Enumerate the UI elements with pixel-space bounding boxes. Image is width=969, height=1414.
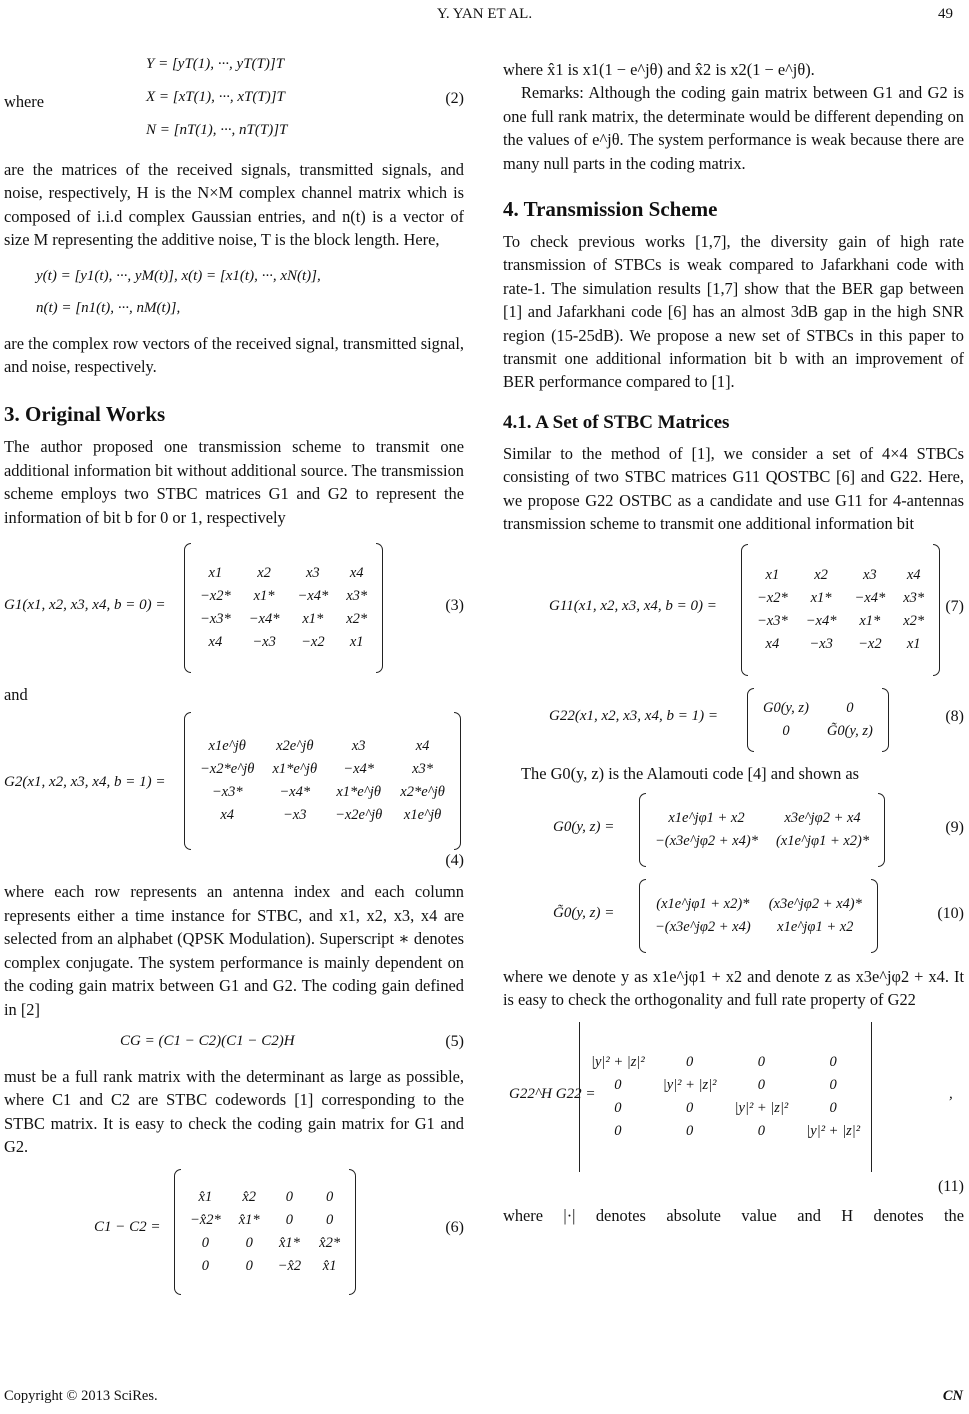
eq6-matrix-row <box>181 1186 349 1209</box>
eq6-matrix-cell: 0 <box>245 1234 253 1251</box>
vector-definitions <box>36 260 464 324</box>
right-para-6: where we denote y as x1e^jφ1 + x2 and denote z as x3e^jφ2 + x4. It is easy to check the orthogonality and full rate property of G22 <box>503 966 964 1010</box>
eq3-matrix-row <box>191 585 376 608</box>
eq4-number: (4) <box>445 852 464 870</box>
eq11-matrix-row <box>582 1097 869 1120</box>
running-title: Y. YAN ET AL. <box>436 6 533 22</box>
right-para-7: where |·| denotes absolute value and H denotes the <box>503 1205 964 1225</box>
eq6-matrix-cell: −x̂2 <box>277 1257 302 1274</box>
eq5-number: (5) <box>445 1032 464 1050</box>
eq3-matrix-cell: x2 <box>257 565 271 582</box>
right-para-1: where x̂1 is x1(1 − e^jθ) and x̂2 is x2(1 − e^jθ). <box>503 60 815 79</box>
left-column <box>4 48 464 1297</box>
eq11-matrix-cell: |y|² + |z|² <box>734 1099 789 1116</box>
eq11-matrix-cell: 0 <box>829 1076 837 1093</box>
eq3-matrix-row <box>191 631 376 654</box>
vec-def-line-2: n(t) = [n1(t), ···, nM(t)], <box>36 299 181 316</box>
equation-2 <box>4 48 464 152</box>
eq4-lhs: G2(x1, x2, x3, x4, b = 1) = <box>4 774 166 791</box>
equation-3 <box>4 539 464 679</box>
left-para-2: are the complex row vectors of the received signal, transmitted signal, and noise, respectively. <box>4 333 464 377</box>
where-label: where <box>4 92 45 111</box>
eq9-matrix <box>639 793 885 867</box>
page-number: 49 <box>938 6 953 22</box>
eq4-matrix-cell: −x3* <box>211 784 243 801</box>
equation-7 <box>503 542 964 680</box>
eq6-matrix-cell: 0 <box>326 1188 334 1205</box>
eq6-matrix-cell: x̂2* <box>319 1234 341 1251</box>
eq10-matrix-row <box>646 916 871 939</box>
eq7-matrix-table <box>748 564 933 656</box>
eq8-matrix-cell: G0(y, z) <box>763 699 809 716</box>
eq11-lhs: G22^H G22 = <box>509 1085 596 1102</box>
eq11-matrix-cell: 0 <box>686 1099 694 1116</box>
equation-9 <box>503 791 964 871</box>
eq3-matrix-cell: −x3* <box>200 611 231 628</box>
eq10-matrix <box>639 879 878 953</box>
eq10-matrix-table <box>646 893 871 939</box>
eq7-matrix-cell: −x2* <box>757 589 788 606</box>
right-para-3: To check previous works [1,7], the diversity gain of high rate transmission of STBCs is weak compared to Jafarkhani code with rate-1. The simulation results [1,7] show that the BER gap between [1] and Jafarkhani code [6] has an almost 3dB gap in the high SNR region (15-25dB). We propose a new set of STBCs in this paper to transmit one additional information bit b with an improvement of BER performance compared to [1]. <box>503 232 964 392</box>
eq7-matrix-cell: x2 <box>814 566 828 583</box>
eq3-matrix-cell: x3* <box>346 588 368 605</box>
eq9-matrix-table <box>646 807 878 853</box>
eq9-matrix-cell: x3e^jφ2 + x4 <box>784 809 861 826</box>
eq4-matrix-cell: x3 <box>351 738 366 755</box>
eq11-matrix-row <box>582 1120 869 1143</box>
eq7-matrix-cell: x4 <box>765 635 780 652</box>
eq11-matrix-cell: 0 <box>614 1076 622 1093</box>
eq11-matrix-row <box>582 1051 869 1074</box>
equation-5 <box>4 1027 464 1061</box>
eq4-matrix-cell: x2*e^jθ <box>400 784 445 801</box>
eq6-matrix-cell: 0 <box>285 1188 294 1205</box>
eq9-matrix-cell: x1e^jφ1 + x2 <box>668 809 745 826</box>
vec-def-line-1: y(t) = [y1(t), ···, yM(t)], x(t) = [x1(t), ···, xN(t)], <box>36 267 321 284</box>
eq3-matrix-cell: x1 <box>349 634 364 651</box>
eq11-number: (11) <box>937 1177 964 1195</box>
eq7-matrix-cell: x1* <box>810 589 832 606</box>
eq3-matrix-cell: −x4* <box>248 611 280 628</box>
eq6-matrix <box>174 1169 356 1295</box>
eq9-matrix-row <box>646 830 878 853</box>
eq2-line-y: Y = [yT(1), ···, yT(T)]T <box>146 56 285 72</box>
eq8-number: (8) <box>945 707 964 725</box>
eq7-matrix-cell: x3 <box>862 566 877 583</box>
eq6-matrix-cell: x̂1 <box>322 1257 337 1274</box>
eq3-matrix-cell: x4 <box>208 634 223 651</box>
eq3-matrix-row <box>191 608 376 631</box>
eq10-number: (10) <box>937 904 964 922</box>
eq6-matrix-row <box>181 1255 349 1278</box>
eq10-matrix-cell: (x3e^jφ2 + x4)* <box>768 895 862 912</box>
eq4-matrix-cell: −x3 <box>283 807 307 824</box>
left-para-4: where each row represents an antenna index and each column represents either a time instance for STBC, and x1, x2, x3, x4 are selected from an alphabet (QPSK Modulation). Superscript ∗ denotes complex conjugate. The system performance is mainly dependent on the coding gain matrix between G1 and G2. The coding gain defined in [2] <box>4 882 464 1019</box>
eq3-matrix-cell: −x2* <box>200 588 231 605</box>
eq9-lhs: G0(y, z) = <box>553 818 615 835</box>
and-label: and <box>4 685 28 705</box>
equation-4 <box>4 712 464 876</box>
eq4-matrix <box>184 712 461 850</box>
eq10-matrix-row <box>646 893 871 916</box>
eq6-matrix-cell: x̂1* <box>238 1211 260 1228</box>
footer-journal: CN <box>942 1388 963 1404</box>
eq3-matrix <box>184 543 383 673</box>
eq9-matrix-row <box>646 807 878 830</box>
eq10-matrix-cell: −(x3e^jφ2 + x4) <box>655 918 751 935</box>
eq4-matrix-table <box>191 735 454 827</box>
equation-10 <box>503 877 964 957</box>
eq4-matrix-cell: −x2e^jθ <box>335 807 383 824</box>
eq11-matrix-cell: |y|² + |z|² <box>662 1076 717 1093</box>
eq2-number: (2) <box>445 90 464 107</box>
eq7-matrix-row <box>748 633 933 656</box>
eq4-matrix-cell: x4 <box>415 738 430 755</box>
eq10-lhs: G̃0(y, z) = <box>553 904 615 921</box>
eq3-matrix-cell: x1* <box>253 588 275 605</box>
eq8-matrix-table <box>754 697 882 743</box>
eq7-matrix-cell: x2* <box>903 612 925 629</box>
eq6-matrix-cell: 0 <box>201 1234 209 1251</box>
eq6-matrix-cell: −x̂2* <box>190 1211 221 1228</box>
left-para-3: The author proposed one transmission scheme to transmit one additional information bit without additional source. The transmission scheme employs two STBC matrices G1 and G2 to represent the information of bit b for 0 or 1, respectively <box>4 437 464 527</box>
eq3-number: (3) <box>445 597 464 615</box>
eq6-matrix-cell: x̂1 <box>198 1188 213 1205</box>
eq11-matrix-cell: 0 <box>757 1076 766 1093</box>
eq6-matrix-table <box>181 1186 349 1278</box>
eq10-matrix-cell: (x1e^jφ1 + x2)* <box>656 895 750 912</box>
eq7-matrix-row <box>748 587 933 610</box>
eq7-matrix-cell: x4 <box>906 566 921 583</box>
eq6-lhs: C1 − C2 = <box>94 1218 161 1235</box>
eq8-matrix-row <box>754 697 882 720</box>
eq9-matrix-cell: (x1e^jφ1 + x2)* <box>775 832 870 849</box>
equation-6 <box>4 1167 464 1297</box>
eq11-matrix-cell: 0 <box>614 1099 622 1116</box>
eq4-matrix-cell: x1*e^jθ <box>272 761 318 778</box>
eq3-matrix-cell: −x2 <box>301 634 325 651</box>
eq3-matrix-cell: x1* <box>302 611 324 628</box>
eq8-matrix-cell: 0 <box>782 722 790 739</box>
eq3-matrix-cell: −x3 <box>252 634 276 651</box>
eq2-line-x: X = [xT(1), ···, xT(T)]T <box>146 89 285 105</box>
eq3-matrix-cell: x4 <box>349 565 364 582</box>
eq9-number: (9) <box>945 818 964 836</box>
eq3-matrix-table <box>191 562 376 654</box>
eq7-matrix <box>741 544 940 676</box>
equation-11 <box>503 1020 964 1178</box>
eq8-lhs: G22(x1, x2, x3, x4, b = 1) = <box>549 707 718 724</box>
eq8-matrix-cell: G̃0(y, z) <box>826 722 873 739</box>
eq5-text: CG = (C1 − C2)(C1 − C2)H <box>120 1032 295 1049</box>
eq4-matrix-cell: x1*e^jθ <box>336 784 381 801</box>
eq7-matrix-cell: x3* <box>903 589 925 606</box>
eq11-matrix-cell: 0 <box>829 1099 837 1116</box>
eq11-matrix-cell: |y|² + |z|² <box>806 1122 861 1139</box>
eq9-matrix-cell: −(x3e^jφ2 + x4)* <box>655 832 758 849</box>
eq11-matrix <box>579 1022 872 1172</box>
eq6-matrix-row <box>181 1209 349 1232</box>
eq3-matrix-cell: x2* <box>346 611 368 628</box>
eq11-matrix-table <box>582 1051 869 1143</box>
eq8-matrix-row <box>754 720 882 743</box>
eq7-matrix-cell: −x3 <box>809 635 833 652</box>
eq11-matrix-cell: 0 <box>686 1122 694 1139</box>
eq4-matrix-cell: −x2*e^jθ <box>200 761 255 778</box>
eq7-matrix-row <box>748 610 933 633</box>
eq2-line-n: N = [nT(1), ···, nT(T)]T <box>146 122 288 138</box>
eq4-matrix-cell: −x4* <box>343 761 375 778</box>
eq7-matrix-cell: −x4* <box>854 589 886 606</box>
eq11-comma: , <box>949 1085 953 1102</box>
eq4-matrix-cell: −x4* <box>279 784 311 801</box>
eq11-matrix-cell: 0 <box>757 1053 766 1070</box>
eq3-matrix-cell: x3 <box>305 565 320 582</box>
eq3-matrix-cell: x1 <box>208 565 223 582</box>
eq6-matrix-cell: x̂1* <box>278 1234 300 1251</box>
eq7-lhs: G11(x1, x2, x3, x4, b = 0) = <box>549 597 717 614</box>
eq6-matrix-cell: 0 <box>285 1211 294 1228</box>
eq7-matrix-cell: x1* <box>859 612 881 629</box>
eq8-matrix <box>747 688 889 752</box>
eq4-matrix-cell: x1e^jθ <box>208 738 246 755</box>
right-para-4: Similar to the method of [1], we consider a set of 4×4 STBCs consisting of two STBC matrices G11 QOSTBC [6] and G22. Here, we propose G22 OSTBC as a candidate and use G11 for 4-antennas transmission scheme to transmit one additional information bit <box>503 443 964 534</box>
eq4-matrix-cell: x3* <box>412 761 434 778</box>
eq11-matrix-cell: 0 <box>614 1122 622 1139</box>
eq3-matrix-row <box>191 562 376 585</box>
eq11-matrix-row <box>582 1074 869 1097</box>
eq11-matrix-cell: 0 <box>829 1053 837 1070</box>
eq4-matrix-cell: x2e^jθ <box>276 738 314 755</box>
section-3-title: 3. Original Works <box>4 402 166 427</box>
eq4-matrix-row <box>191 735 454 758</box>
eq4-matrix-row <box>191 781 454 804</box>
subsection-4-1-title: 4.1. A Set of STBC Matrices <box>503 411 730 433</box>
eq6-matrix-cell: 0 <box>245 1257 253 1274</box>
footer-copyright: Copyright © 2013 SciRes. <box>4 1388 158 1404</box>
eq4-matrix-row <box>191 804 454 827</box>
eq6-matrix-cell: 0 <box>326 1211 334 1228</box>
eq7-matrix-cell: x1 <box>765 566 780 583</box>
right-para-2: Remarks: Although the coding gain matrix between G1 and G2 is one full rank matrix, the determinate would be different depending on the values of e^jθ. The system performance is weak because there are many null parts in the coding matrix. <box>503 83 964 173</box>
eq7-number: (7) <box>945 597 964 615</box>
eq10-matrix-cell: x1e^jφ1 + x2 <box>777 918 854 935</box>
eq3-matrix-cell: −x4* <box>297 588 329 605</box>
eq6-number: (6) <box>445 1218 464 1236</box>
right-para-5: The G0(y, z) is the Alamouti code [4] and shown as <box>521 763 860 783</box>
eq4-matrix-cell: x1e^jθ <box>403 807 442 824</box>
eq7-matrix-cell: −x3* <box>757 612 788 629</box>
eq6-matrix-row <box>181 1232 349 1255</box>
section-4-title: 4. Transmission Scheme <box>503 197 718 222</box>
eq7-matrix-cell: x1 <box>906 635 921 652</box>
eq7-matrix-cell: −x4* <box>805 612 837 629</box>
eq4-matrix-cell: x4 <box>220 807 235 824</box>
equation-8 <box>503 686 964 756</box>
eq11-matrix-cell: 0 <box>757 1122 766 1139</box>
eq7-matrix-cell: −x2 <box>858 635 882 652</box>
eq3-lhs: G1(x1, x2, x3, x4, b = 0) = <box>4 597 166 614</box>
left-para-5: must be a full rank matrix with the determinant as large as possible, where C1 and C2 are STBC codewords [1] corresponding to the STBC matrix. It is easy to check the coding gain matrix for G1 and G2. <box>4 1066 464 1157</box>
left-para-1: are the matrices of the received signals, transmitted signals, and noise, respectively, H is the N×M complex channel matrix which is composed of i.i.d complex Gaussian entries, and n(t) is a vector of size M representing the additive noise, T is the block length. Here, <box>4 160 464 250</box>
eq11-matrix-cell: 0 <box>686 1053 694 1070</box>
eq4-matrix-row <box>191 758 454 781</box>
eq7-matrix-row <box>748 564 933 587</box>
eq6-matrix-cell: x̂2 <box>242 1188 257 1205</box>
eq8-matrix-cell: 0 <box>846 699 854 716</box>
right-column <box>503 58 964 1227</box>
eq6-matrix-cell: 0 <box>201 1257 209 1274</box>
eq11-matrix-cell: |y|² + |z|² <box>591 1053 645 1070</box>
